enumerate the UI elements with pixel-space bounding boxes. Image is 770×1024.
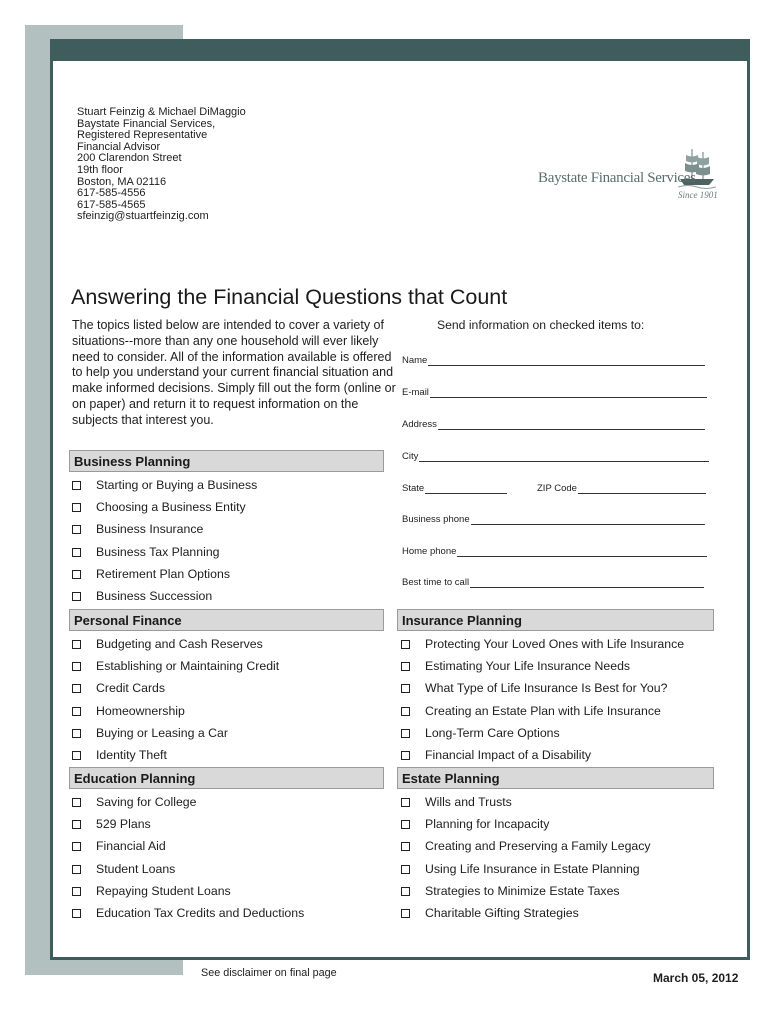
document-date: March 05, 2012 xyxy=(653,971,739,985)
city-input-line[interactable] xyxy=(419,451,709,462)
checkbox[interactable] xyxy=(72,481,81,490)
zip-input-line[interactable] xyxy=(578,483,706,494)
address-input-line[interactable] xyxy=(438,419,705,430)
checkbox[interactable] xyxy=(72,729,81,738)
checkbox[interactable] xyxy=(72,592,81,601)
item-label: Establishing or Maintaining Credit xyxy=(96,659,280,673)
checklist-item[interactable] xyxy=(72,545,220,559)
estate-planning-header: Estate Planning xyxy=(397,767,714,789)
item-label: Long-Term Care Options xyxy=(425,726,560,740)
business-phone-input-line[interactable] xyxy=(471,514,705,525)
checklist-item[interactable] xyxy=(72,637,263,651)
checkbox[interactable] xyxy=(401,729,410,738)
email-input-line[interactable] xyxy=(430,387,707,398)
checkbox[interactable] xyxy=(72,570,81,579)
home-phone-label: Home phone xyxy=(402,546,457,557)
form-header: Send information on checked items to: xyxy=(437,318,645,332)
checkbox[interactable] xyxy=(401,909,410,918)
checklist-item[interactable] xyxy=(401,704,661,718)
home-phone-field xyxy=(402,546,707,557)
education-planning-header: Education Planning xyxy=(69,767,384,789)
checklist-item[interactable] xyxy=(72,478,257,492)
zip-label: ZIP Code xyxy=(537,483,577,494)
contact-line: Boston, MA 02116 xyxy=(77,175,167,188)
checklist-item[interactable] xyxy=(72,589,212,603)
checklist-item[interactable] xyxy=(72,862,175,876)
checklist-item[interactable] xyxy=(401,748,591,762)
checklist-item[interactable] xyxy=(401,884,620,898)
business-phone-label: Business phone xyxy=(402,514,470,525)
checklist-item[interactable] xyxy=(72,659,279,673)
item-label: Repaying Student Loans xyxy=(96,884,231,898)
checklist-item[interactable] xyxy=(72,681,165,695)
checklist-item[interactable] xyxy=(72,500,246,514)
contact-line: 19th floor xyxy=(77,163,123,176)
logo-name: Baystate Financial Services xyxy=(538,170,696,186)
checklist-item[interactable] xyxy=(72,906,304,920)
checkbox[interactable] xyxy=(72,525,81,534)
item-label: Business Succession xyxy=(96,589,213,603)
page-top-bar xyxy=(50,39,750,61)
item-label: Business Tax Planning xyxy=(96,545,220,559)
checklist-item[interactable] xyxy=(401,681,667,695)
name-input-line[interactable] xyxy=(428,355,705,366)
checkbox[interactable] xyxy=(72,865,81,874)
checklist-item[interactable] xyxy=(401,817,549,831)
checkbox[interactable] xyxy=(401,887,410,896)
contact-line: Baystate Financial Services, xyxy=(77,117,216,130)
item-label: Strategies to Minimize Estate Taxes xyxy=(425,884,620,898)
item-label: Wills and Trusts xyxy=(425,795,512,809)
checkbox[interactable] xyxy=(401,798,410,807)
city-label: City xyxy=(402,451,419,462)
state-input-line[interactable] xyxy=(425,483,507,494)
checklist-item[interactable] xyxy=(72,839,166,853)
checkbox[interactable] xyxy=(72,798,81,807)
checkbox[interactable] xyxy=(72,503,81,512)
item-label: Creating and Preserving a Family Legacy xyxy=(425,839,651,853)
item-label: Starting or Buying a Business xyxy=(96,478,258,492)
checkbox[interactable] xyxy=(72,820,81,829)
checkbox[interactable] xyxy=(401,707,410,716)
checkbox[interactable] xyxy=(401,842,410,851)
checkbox[interactable] xyxy=(72,707,81,716)
insurance-planning-header: Insurance Planning xyxy=(397,609,714,631)
item-label: Financial Aid xyxy=(96,839,166,853)
checkbox[interactable] xyxy=(401,684,410,693)
disclaimer-text: See disclaimer on final page xyxy=(201,967,337,979)
item-label: Estimating Your Life Insurance Needs xyxy=(425,659,631,673)
item-label: Financial Impact of a Disability xyxy=(425,748,592,762)
page-title: Answering the Financial Questions that Count xyxy=(71,285,508,309)
item-label: Budgeting and Cash Reserves xyxy=(96,637,263,651)
checklist-item[interactable] xyxy=(72,522,203,536)
contact-line: 617-585-4565 xyxy=(77,198,146,211)
contact-line: Stuart Feinzig & Michael DiMaggio xyxy=(77,106,246,118)
item-label: Student Loans xyxy=(96,862,176,876)
item-label: Education Tax Credits and Deductions xyxy=(96,906,305,920)
checkbox[interactable] xyxy=(72,887,81,896)
city-field xyxy=(402,451,709,462)
company-logo xyxy=(538,147,718,207)
checklist-item[interactable] xyxy=(72,884,231,898)
name-label: Name xyxy=(402,355,428,366)
checkbox[interactable] xyxy=(72,909,81,918)
item-label: 529 Plans xyxy=(96,817,151,831)
home-phone-input-line[interactable] xyxy=(457,546,707,557)
checklist-item[interactable] xyxy=(72,567,230,581)
address-field xyxy=(402,419,705,430)
contact-line: Financial Advisor xyxy=(77,140,161,153)
checkbox[interactable] xyxy=(401,865,410,874)
item-label: Using Life Insurance in Estate Planning xyxy=(425,862,640,876)
item-label: Creating an Estate Plan with Life Insurance xyxy=(425,704,661,718)
item-label: Business Insurance xyxy=(96,522,204,536)
item-label: Credit Cards xyxy=(96,681,166,695)
business-phone-field xyxy=(402,514,705,525)
state-label: State xyxy=(402,483,425,494)
item-label: Buying or Leasing a Car xyxy=(96,726,228,740)
item-label: Charitable Gifting Strategies xyxy=(425,906,579,920)
checklist-item[interactable] xyxy=(72,795,196,809)
intro-paragraph: The topics listed below are intended to cover a variety of situations--more than any one household will ever likely need to consider. All of the information available is offered to help you understand your current financial situation and make informed decisions. Simply fill out the form (online or on paper) and return it to request information on the subjects that interest you. xyxy=(72,318,396,427)
item-label: Choosing a Business Entity xyxy=(96,500,246,514)
item-label: Homeownership xyxy=(96,704,185,718)
checklist-item[interactable] xyxy=(401,839,651,853)
contact-line: Registered Representative xyxy=(77,129,208,142)
best-time-label: Best time to call xyxy=(402,577,470,588)
address-label: Address xyxy=(402,419,437,430)
checklist-item[interactable] xyxy=(401,795,512,809)
contact-line: 200 Clarendon Street xyxy=(77,152,182,165)
contact-block xyxy=(77,107,246,223)
checkbox[interactable] xyxy=(401,662,410,671)
checklist-item[interactable] xyxy=(401,862,640,876)
best-time-field xyxy=(402,577,704,588)
best-time-input-line[interactable] xyxy=(470,577,704,588)
item-label: Identity Theft xyxy=(96,748,167,762)
personal-finance-header: Personal Finance xyxy=(69,609,384,631)
checklist-item[interactable] xyxy=(401,906,579,920)
checklist-item[interactable] xyxy=(401,659,630,673)
contact-line: sfeinzig@stuartfeinzig.com xyxy=(77,210,209,223)
checkbox[interactable] xyxy=(401,751,410,760)
checklist-item[interactable] xyxy=(72,726,228,740)
checkbox[interactable] xyxy=(72,684,81,693)
checkbox[interactable] xyxy=(401,640,410,649)
checkbox[interactable] xyxy=(72,751,81,760)
zip-field xyxy=(537,483,706,494)
checklist-item[interactable] xyxy=(72,748,167,762)
checkbox[interactable] xyxy=(72,640,81,649)
item-label: Protecting Your Loved Ones with Life Insurance xyxy=(425,637,685,651)
checklist-item[interactable] xyxy=(72,817,151,831)
checklist-item[interactable] xyxy=(401,637,684,651)
item-label: Planning for Incapacity xyxy=(425,817,550,831)
item-label: Saving for College xyxy=(96,795,197,809)
checklist-item[interactable] xyxy=(401,726,560,740)
checkbox[interactable] xyxy=(72,842,81,851)
business-planning-header: Business Planning xyxy=(69,450,384,472)
checkbox[interactable] xyxy=(401,820,410,829)
item-label: Retirement Plan Options xyxy=(96,567,230,581)
email-label: E-mail xyxy=(402,387,429,398)
name-field xyxy=(402,355,705,366)
checklist-item[interactable] xyxy=(72,704,185,718)
state-field xyxy=(402,483,507,494)
checkbox[interactable] xyxy=(72,662,81,671)
checkbox[interactable] xyxy=(72,548,81,557)
email-field xyxy=(402,387,707,398)
contact-line: 617-585-4556 xyxy=(77,187,146,200)
item-label: What Type of Life Insurance Is Best for You? xyxy=(425,681,668,695)
logo-since: Since 1901 xyxy=(678,190,718,200)
